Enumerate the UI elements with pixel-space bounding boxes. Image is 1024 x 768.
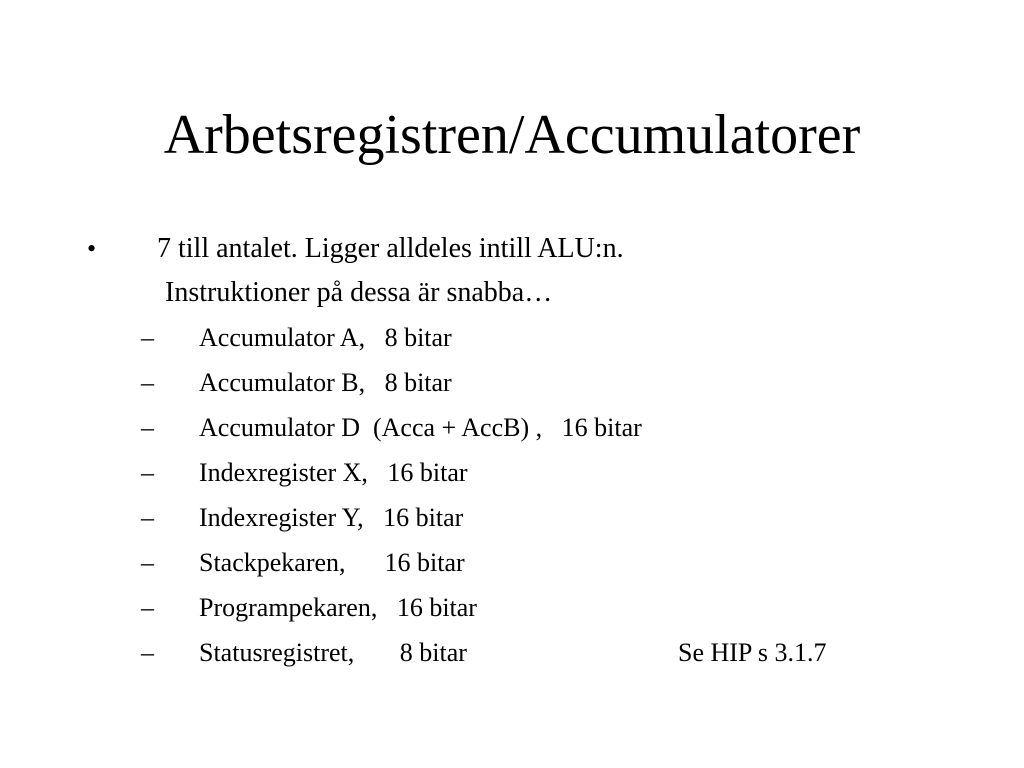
- sub-item-indexregister-x: [0, 456, 1024, 490]
- bullet-marker: •: [87, 234, 97, 263]
- sub-item-dash: –: [141, 593, 154, 622]
- sub-item-programpekaren: [0, 591, 1024, 625]
- sub-item-text: Statusregistret, 8 bitar: [199, 638, 467, 667]
- sub-item-statusregistret: [0, 636, 1024, 670]
- sub-item-dash: –: [141, 503, 154, 532]
- sub-item-dash: –: [141, 638, 154, 667]
- sub-item-dash: –: [141, 548, 154, 577]
- sub-item-text: Accumulator A, 8 bitar: [199, 323, 452, 352]
- sub-item-indexregister-y: [0, 501, 1024, 535]
- bullet-text-line-1: 7 till antalet. Ligger alldeles intill ALU:n.: [157, 233, 624, 264]
- sub-item-stackpekaren: [0, 546, 1024, 580]
- sub-item-accumulator-a: [0, 321, 1024, 355]
- sub-item-text: Indexregister X, 16 bitar: [199, 458, 468, 487]
- sub-item-text: Accumulator B, 8 bitar: [199, 368, 452, 397]
- sub-item-dash: –: [141, 413, 154, 442]
- sub-item-text: Stackpekaren, 16 bitar: [199, 548, 465, 577]
- bullet-text-line-2: Instruktioner på dessa är snabba…: [165, 277, 553, 308]
- slide-title: Arbetsregistren/Accumulatorer: [163, 104, 861, 166]
- sub-item-dash: –: [141, 368, 154, 397]
- reference-note: Se HIP s 3.1.7: [678, 638, 827, 667]
- sub-item-accumulator-d: [0, 411, 1024, 445]
- sub-item-dash: –: [141, 458, 154, 487]
- sub-item-text: Programpekaren, 16 bitar: [199, 593, 477, 622]
- sub-item-text: Accumulator D (Acca + AccB) , 16 bitar: [199, 413, 642, 442]
- sub-item-accumulator-b: [0, 366, 1024, 400]
- sub-item-dash: –: [141, 323, 154, 352]
- sub-item-text: Indexregister Y, 16 bitar: [199, 503, 464, 532]
